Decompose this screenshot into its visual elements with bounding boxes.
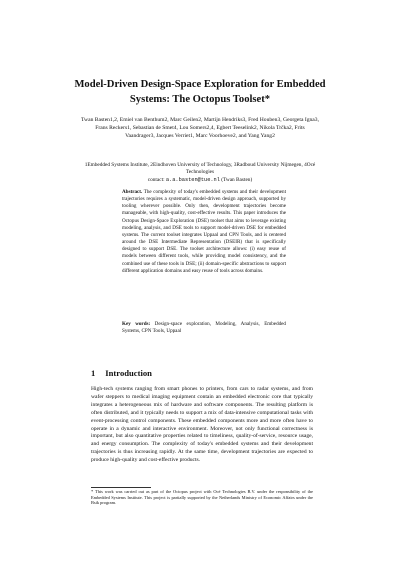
affiliations-block [80,162,320,184]
contact-suffix: (Twan Basten) [219,176,253,183]
intro-paragraph: High-tech systems ranging from smart phones to printers, from cars to radar systems, and from wafer steppers to medical imaging equipment contain an embedded electronic core that typically integrates a heterogeneous mix of hardware and software components. The resulting platform is often distributed, and it typically needs to support a mix of data-intensive computational tasks with event-processing control components. These embedded components more and more often have to operate in a dynamic and interactive environment. Moreover, not only functional correctness is important, but also quantitative properties related to timeliness, quality-of-service, resource usage, and energy consumption. The complexity of today's embedded systems and their development trajectories is thus increasing rapidly. At the same time, development trajectories are expected to produce high-quality and cost-effective products. [91,386,313,464]
contact-line [80,177,320,184]
footnote-rule [91,487,151,488]
abstract-text: The complexity of today's embedded systems and their development trajectories requires a systematic, model-driven design approach, supported by tooling wherever possible. Only then, development trajectories become manageable, with high-quality, cost-effective results. This paper introduces the Octopus Design-Space Exploration (DSE) toolset that aims to leverage existing modeling, analysis, and DSE tools to support model-driven DSE for embedded systems. The current toolset integrates Uppaal and CPN Tools, and is centered around the DSE Intermediate Representation (DSEIR) that is specifically designed to support DSE. The toolset architecture allows: (i) easy reuse of models between different tools, while providing model consistency, and the combined use of these tools in DSE; (ii) domain-specific abstractions to support different application domains and easy reuse of tools across domains. [122,189,287,274]
keywords [122,321,286,335]
paper-title: Model-Driven Design-Space Exploration for Embedded Systems: The Octopus Toolset* [74,79,326,105]
keywords-text: Design-space exploration, Modeling, Analysis, Embedded Systems, CPN Tools, Uppaal [122,321,286,335]
footnote: * This work was carried out as part of the Octopus project with Océ Technologies B.V. under the responsibility of the Embedded Systems Institute. This project is partially supported by the Netherlands Ministry of Economic Affairs under the Bsik program. [91,489,313,506]
section-heading [91,368,152,378]
contact-email: a.a.basten@tue.nl [165,176,220,183]
keywords-label: Key words: [122,321,151,327]
author-list: Twan Basten1,2, Emiel van Benthum2, Marc Geilen2, Martijn Hendriks3, Fred Houben3, Georgeta Igna3, Frans Reckers1, Sebastian de Smet4, Lou Somers2,4, Egbert Teeselink2, Nikola Trčka2, Frits Vaandrager3, Jacques Verriet1, Marc Voorhoeve2, and Yang Yang2 [81,117,319,140]
section-title: Introduction [105,368,152,378]
affiliations: 1Embedded Systems Institute, 2Eindhoven University of Technology, 3Radboud University Nijmegen, 4Océ Technologies [84,162,316,176]
section-number: 1 [91,368,96,378]
abstract-label: Abstract. [122,189,143,195]
abstract [122,189,286,275]
contact-prefix: contact: [147,176,166,183]
